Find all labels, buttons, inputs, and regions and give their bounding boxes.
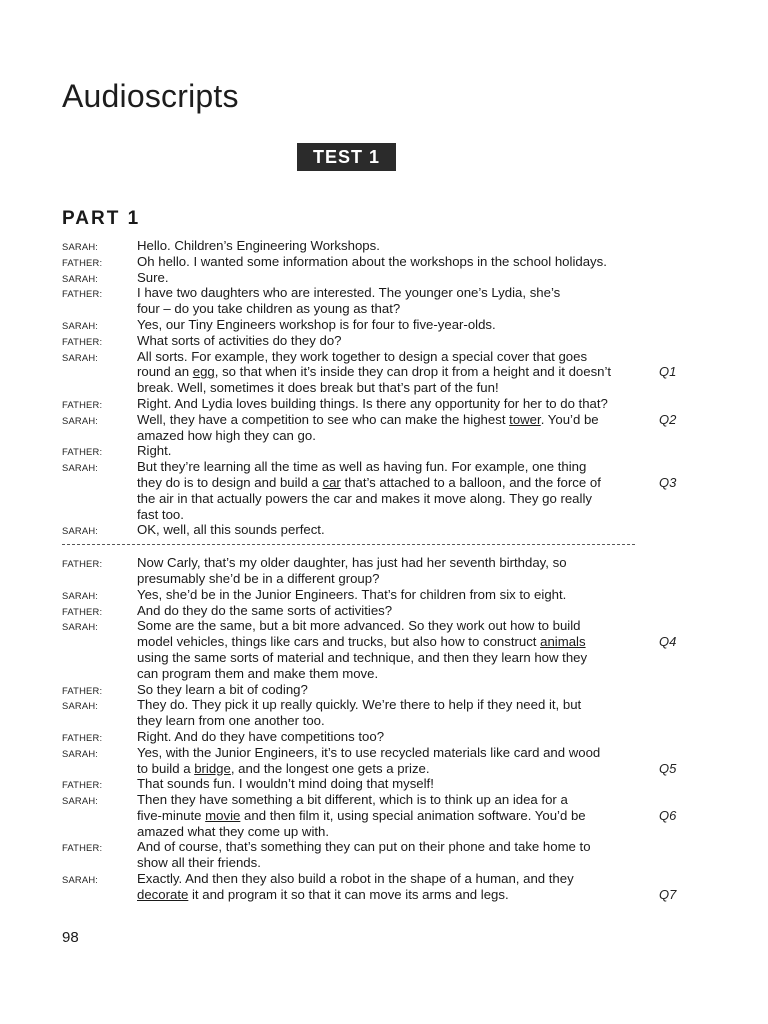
page-number: 98 [62, 929, 79, 946]
dialogue-text [137, 238, 637, 254]
text-segment: they learn from one another too. [137, 713, 325, 729]
text-segment: Well, they have a competition to see who can make the highest [137, 411, 510, 427]
text-segment: Exactly. And then they also build a robot in the shape of a human, and they [137, 871, 574, 887]
text-segment: it and program it so that it can move its arms and legs. [188, 886, 509, 902]
dialogue-text [137, 603, 637, 619]
answer-word: car [322, 474, 341, 490]
dialogue-turn [62, 459, 702, 522]
dialogue-line [137, 507, 637, 523]
dialogue-line [137, 349, 637, 365]
text-segment: presumably she’d be in a different group? [137, 570, 380, 586]
speaker-label: FATHER: [62, 605, 103, 617]
question-marker: Q7 [659, 886, 677, 902]
dialogue-turn [62, 285, 702, 317]
dialogue-line [137, 808, 637, 824]
dialogue-line [137, 317, 637, 333]
speaker-label: SARAH: [62, 351, 99, 363]
dialogue-text [137, 618, 637, 681]
dialogue-text [137, 459, 637, 522]
dialogue-line [137, 618, 637, 634]
dialogue-line [137, 776, 637, 792]
dialogue-line [137, 855, 637, 871]
text-segment: OK, well, all this sounds perfect. [137, 522, 325, 538]
text-segment: . You’d be [540, 411, 599, 427]
speaker-label: SARAH: [62, 525, 99, 537]
text-segment: Yes, she’d be in the Junior Engineers. That’s for children from six to eight. [137, 586, 567, 602]
speaker-label: FATHER: [62, 335, 103, 347]
dialogue-turn [62, 776, 702, 792]
dialogue-text [137, 792, 637, 839]
text-segment: can program them and make them move. [137, 665, 379, 681]
dialogue-turn [62, 587, 702, 603]
speaker-label: SARAH: [62, 589, 99, 601]
speaker-label: SARAH: [62, 414, 99, 426]
dialogue-text [137, 285, 637, 317]
dialogue-turn [62, 697, 702, 729]
dialogue-line [137, 824, 637, 840]
answer-word: movie [205, 807, 241, 823]
text-segment: the air in that actually powers the car and makes it move along. They go really [137, 490, 592, 506]
answer-word: egg [192, 364, 215, 380]
text-segment: All sorts. For example, they work together to design a special cover that goes [137, 348, 588, 364]
dialogue-line [137, 475, 637, 491]
dialogue-line [137, 713, 637, 729]
dialogue-line [137, 871, 637, 887]
dialogue-line [137, 238, 637, 254]
dialogue-turn [62, 745, 702, 777]
text-segment: Right. [137, 443, 172, 459]
dialogue-text [137, 396, 637, 412]
question-marker: Q4 [659, 634, 677, 650]
text-segment: They do. They pick it up really quickly. We’re there to help if they need it, but [137, 697, 582, 713]
question-marker: Q2 [659, 411, 677, 427]
text-segment: they do is to design and build a [137, 474, 323, 490]
text-segment: and then film it, using special animation software. You’d be [240, 807, 586, 823]
dialogue-line [137, 634, 637, 650]
question-marker: Q1 [659, 364, 677, 380]
question-marker: Q6 [659, 807, 677, 823]
text-segment: So they learn a bit of coding? [137, 681, 308, 697]
dialogue-line [137, 666, 637, 682]
text-segment: , and the longest one gets a prize. [230, 760, 430, 776]
speaker-label: FATHER: [62, 731, 103, 743]
text-segment: four – do you take children as young as that? [137, 301, 401, 317]
speaker-label: SARAH: [62, 621, 99, 633]
dialogue-turn [62, 729, 702, 745]
dialogue-text [137, 697, 637, 729]
dialogue-line [137, 301, 637, 317]
text-segment: to build a [137, 760, 195, 776]
text-segment: show all their friends. [137, 855, 261, 871]
dialogue-line [137, 792, 637, 808]
answer-word: animals [540, 634, 586, 650]
dialogue-turn [62, 238, 702, 254]
text-segment: But they’re learning all the time as well as having fun. For example, one thing [137, 459, 587, 475]
dialogue-turn [62, 333, 702, 349]
text-segment: that’s attached to a balloon, and the force of [340, 474, 601, 490]
dialogue-line [137, 745, 637, 761]
text-segment: I have two daughters who are interested. The younger one’s Lydia, she’s [137, 285, 561, 301]
dialogue-line [137, 285, 637, 301]
dialogue-turn [62, 682, 702, 698]
text-segment: fast too. [137, 506, 184, 522]
speaker-label: SARAH: [62, 319, 99, 331]
dialogue-line [137, 887, 637, 903]
dialogue-text [137, 349, 637, 396]
text-segment: break. Well, sometimes it does break but that’s part of the fun! [137, 380, 499, 396]
dialogue-line [137, 555, 637, 571]
text-segment: Yes, our Tiny Engineers workshop is for four to five-year-olds. [137, 316, 496, 332]
speaker-label: SARAH: [62, 747, 99, 759]
dialogue-line [137, 603, 637, 619]
dialogue-line [137, 571, 637, 587]
dialogue-line [137, 761, 637, 777]
dialogue-text [137, 839, 637, 871]
text-segment: What sorts of activities do they do? [137, 332, 342, 348]
speaker-label: SARAH: [62, 272, 99, 284]
speaker-label: FATHER: [62, 558, 103, 570]
dialogue-text [137, 333, 637, 349]
dialogue-turn [62, 349, 702, 396]
dialogue-text [137, 317, 637, 333]
dialogue-turn [62, 270, 702, 286]
answer-word: bridge [194, 760, 231, 776]
dialogue-text [137, 443, 637, 459]
dialogue-line [137, 380, 637, 396]
dialogue-line [137, 587, 637, 603]
dialogue-turn [62, 555, 702, 587]
dialogue-turn [62, 522, 702, 538]
dialogue-line [137, 254, 637, 270]
answer-word: decorate [137, 886, 189, 902]
speaker-label: SARAH: [62, 874, 99, 886]
dialogue-line [137, 697, 637, 713]
text-segment: Yes, with the Junior Engineers, it’s to use recycled materials like card and wood [137, 744, 601, 760]
dialogue-text [137, 270, 637, 286]
dialogue-line [137, 428, 637, 444]
dialogue-turn [62, 396, 702, 412]
dialogue-text [137, 254, 637, 270]
text-segment: And do they do the same sorts of activities? [137, 602, 393, 618]
speaker-label: FATHER: [62, 842, 103, 854]
dialogue-turn [62, 618, 702, 681]
dialogue-turn [62, 839, 702, 871]
answer-word: tower [509, 411, 541, 427]
dialogue-text [137, 522, 637, 538]
speaker-label: SARAH: [62, 462, 99, 474]
text-segment: Now Carly, that’s my older daughter, has just had her seventh birthday, so [137, 555, 567, 571]
dialogue-line [137, 443, 637, 459]
dialogue-text [137, 682, 637, 698]
text-segment: amazed what they come up with. [137, 823, 330, 839]
question-marker: Q5 [659, 760, 677, 776]
speaker-label: FATHER: [62, 256, 103, 268]
dialogue-text [137, 412, 637, 444]
dialogue-line [137, 333, 637, 349]
question-marker: Q3 [659, 474, 677, 490]
text-segment: And of course, that’s something they can put on their phone and take home to [137, 839, 591, 855]
text-segment: Right. And Lydia loves building things. Is there any opportunity for her to do that? [137, 395, 608, 411]
dialogue-turn [62, 792, 702, 839]
dialogue-line [137, 729, 637, 745]
dialogue-line [137, 396, 637, 412]
dialogue-turn [62, 317, 702, 333]
dialogue-text [137, 729, 637, 745]
text-segment: using the same sorts of material and technique, and then they learn how they [137, 649, 588, 665]
dialogue-section-2 [62, 555, 702, 903]
dialogue-line [137, 491, 637, 507]
speaker-label: FATHER: [62, 288, 103, 300]
dialogue-line [137, 682, 637, 698]
speaker-label: FATHER: [62, 779, 103, 791]
section-divider [62, 544, 635, 545]
dialogue-text [137, 587, 637, 603]
speaker-label: FATHER: [62, 684, 103, 696]
text-segment: Hello. Children’s Engineering Workshops. [137, 238, 380, 253]
dialogue-section-1 [62, 238, 702, 538]
dialogue-line [137, 839, 637, 855]
dialogue-turn [62, 871, 702, 903]
text-segment: model vehicles, things like cars and trucks, but also how to construct [137, 634, 541, 650]
text-segment: round an [137, 364, 193, 380]
dialogue-turn [62, 412, 702, 444]
speaker-label: FATHER: [62, 398, 103, 410]
dialogue-line [137, 364, 637, 380]
dialogue-line [137, 412, 637, 428]
dialogue-turn [62, 603, 702, 619]
test-badge: TEST 1 [297, 143, 396, 171]
dialogue-line [137, 459, 637, 475]
text-segment: Right. And do they have competitions too? [137, 728, 385, 744]
speaker-label: FATHER: [62, 446, 103, 458]
page-title: Audioscripts [62, 78, 239, 114]
dialogue-turn [62, 254, 702, 270]
text-segment: Oh hello. I wanted some information about the workshops in the school holidays. [137, 253, 607, 269]
text-segment: amazed how high they can go. [137, 427, 316, 443]
dialogue-line [137, 270, 637, 286]
speaker-label: SARAH: [62, 795, 99, 807]
dialogue-text [137, 745, 637, 777]
text-segment: Then they have something a bit different, which is to think up an idea for a [137, 792, 568, 808]
part-heading: PART 1 [62, 208, 141, 229]
text-segment: Sure. [137, 269, 169, 285]
dialogue-turn [62, 443, 702, 459]
text-segment: Some are the same, but a bit more advanced. So they work out how to build [137, 618, 581, 634]
audioscript [62, 238, 702, 903]
dialogue-text [137, 871, 637, 903]
speaker-label: SARAH: [62, 700, 99, 712]
dialogue-line [137, 522, 637, 538]
speaker-label: SARAH: [62, 241, 99, 252]
dialogue-text [137, 776, 637, 792]
dialogue-line [137, 650, 637, 666]
text-segment: That sounds fun. I wouldn’t mind doing that myself! [137, 776, 434, 792]
text-segment: , so that when it’s inside they can drop it from a height and it doesn’t [214, 364, 612, 380]
text-segment: five-minute [137, 807, 206, 823]
dialogue-text [137, 555, 637, 587]
